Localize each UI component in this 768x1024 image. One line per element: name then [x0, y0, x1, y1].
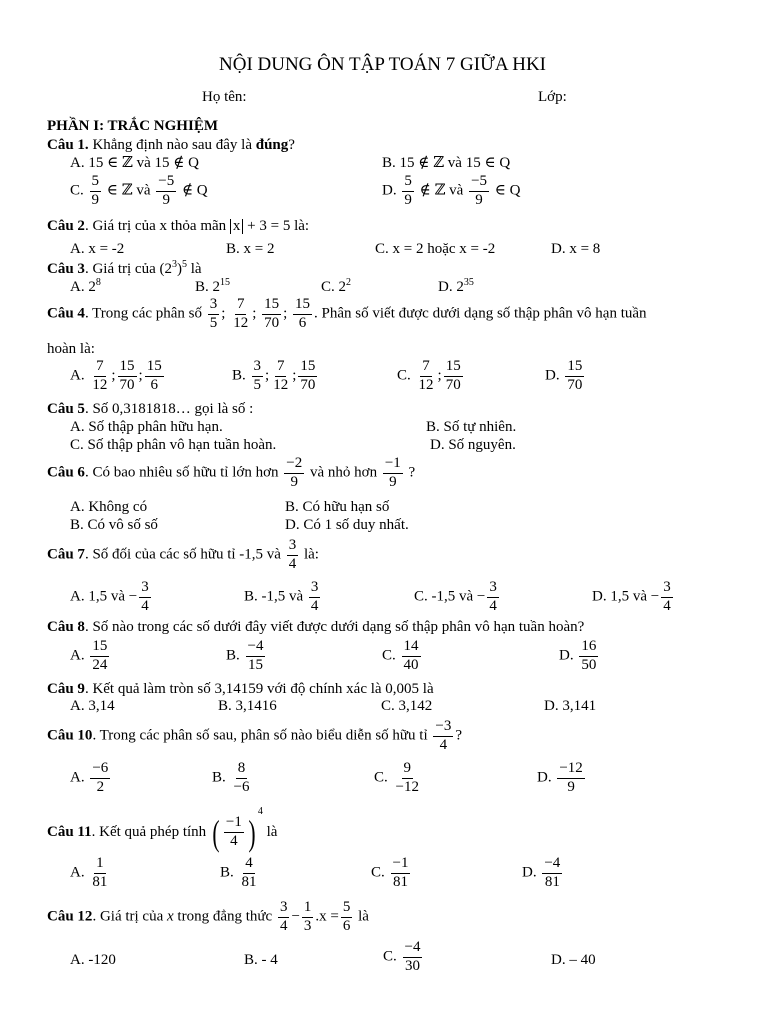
- fraction: [156, 174, 176, 209]
- option-text: C. 2: [321, 279, 347, 295]
- denominator: 9: [475, 191, 483, 208]
- numerator: 8: [236, 761, 248, 779]
- numerator: 5: [90, 174, 102, 192]
- q10-option-c: [374, 761, 423, 796]
- question-text: ): [177, 261, 182, 277]
- fraction: [565, 359, 584, 394]
- q6-option-d: D. Có 1 số duy nhất.: [285, 517, 409, 533]
- q2-option-a: A. x = -2: [70, 241, 125, 257]
- numerator: −6: [90, 761, 110, 779]
- q7-option-a: [70, 580, 153, 615]
- q4-option-a: A. $\frac{7}{12}$ ; $\frac{15}{70}$ ; $\frac{15}{6}$: [70, 358, 162, 393]
- fraction: [208, 297, 220, 332]
- q2-option-b: B. x = 2: [226, 241, 275, 257]
- numerator: 4: [243, 856, 255, 874]
- denominator: 9: [389, 473, 397, 490]
- question-text: ?: [288, 137, 295, 153]
- exponent: 35: [463, 277, 474, 288]
- q6-option-a: A. Không có: [70, 499, 148, 515]
- denominator: 81: [393, 873, 408, 890]
- denominator: 3: [303, 917, 312, 934]
- numerator: −4: [542, 856, 562, 874]
- question-10: [47, 719, 462, 754]
- option-text: ∈ Q: [491, 182, 521, 199]
- numerator: 3: [287, 538, 299, 556]
- numerator: −2: [284, 456, 304, 474]
- question-text: . Số nào trong các số dưới đây viết được dưới dạng số thập phân vô hạn tuần hoàn?: [84, 619, 585, 635]
- denominator: 9: [91, 191, 100, 208]
- q5-option-d: D. Số nguyên.: [430, 437, 516, 453]
- numerator: 5: [341, 900, 353, 918]
- fraction: [262, 297, 281, 332]
- question-12: [47, 900, 369, 935]
- option-label: C.: [397, 367, 411, 384]
- denominator: −6: [233, 778, 250, 795]
- denominator: 70: [300, 376, 316, 393]
- question-number: Câu 5: [47, 401, 85, 417]
- option-label: C.: [382, 647, 396, 664]
- option-label: B.: [220, 864, 234, 881]
- q3-option-c: [321, 278, 351, 295]
- q7-option-b: [244, 580, 322, 615]
- fraction: [302, 900, 314, 935]
- question-number: Câu 1.: [47, 137, 89, 153]
- numerator: 3: [661, 580, 673, 598]
- option-label: D.: [559, 647, 574, 664]
- q1-option-c: [70, 174, 208, 209]
- right-paren: ): [248, 812, 256, 853]
- option-label: A.: [70, 864, 85, 881]
- fraction: [246, 639, 266, 674]
- question-text: là:: [290, 218, 310, 234]
- q12-option-c: [383, 940, 424, 975]
- question-text: . Trong các phân số: [84, 305, 206, 322]
- q3-option-d: [438, 278, 474, 295]
- denominator: 4: [489, 597, 497, 614]
- question-text: . Giá trị của: [92, 908, 167, 925]
- question-text: . Số 0,3181818… gọi là số :: [84, 401, 254, 417]
- q8-option-a: [70, 639, 111, 674]
- option-text: ∉ ℤ và: [415, 182, 468, 199]
- question-text: là: [354, 908, 369, 925]
- q2-option-d: D. x = 8: [551, 241, 601, 257]
- option-label: D.: [522, 864, 537, 881]
- fraction: [90, 174, 102, 209]
- denominator: 5: [209, 314, 218, 331]
- numerator: 7: [275, 359, 287, 377]
- numerator: 3: [208, 297, 220, 315]
- fraction: [240, 856, 259, 891]
- q6-option-c: B. Có vô số số: [70, 517, 158, 533]
- denominator: 50: [581, 656, 597, 673]
- numerator: −4: [246, 639, 266, 657]
- option-text: ∈ ℤ và: [103, 182, 155, 199]
- denominator: 70: [567, 376, 583, 393]
- name-label: Họ tên:: [202, 89, 247, 105]
- denominator: 70: [264, 314, 280, 331]
- option-label: C.: [374, 769, 388, 786]
- fraction: [278, 900, 290, 935]
- numerator: 3: [278, 900, 290, 918]
- question-4: Câu 4. Trong các phân số $\frac{3}{5}$ ; $\frac{7}{12}$ ; $\frac{15}{70}$ ; $\frac{15}{6}$ . Phân số viết được dưới dạng số thập phân vô hạn tuần: [47, 296, 647, 331]
- numerator: 15: [90, 639, 109, 657]
- denominator: 12: [92, 376, 108, 393]
- denominator: 30: [405, 957, 420, 974]
- fraction: [145, 359, 164, 394]
- option-label: C.: [383, 948, 397, 965]
- q8-option-d: [559, 639, 600, 674]
- option-label: A.: [70, 647, 85, 664]
- fraction: [391, 856, 411, 891]
- numerator: 14: [402, 639, 421, 657]
- question-text: Khẳng định nào sau đây là: [88, 137, 256, 153]
- absolute-value: x: [230, 219, 244, 234]
- fraction: [90, 856, 109, 891]
- denominator: 6: [298, 314, 307, 331]
- denominator: 5: [253, 376, 262, 393]
- fraction: [232, 761, 252, 796]
- denominator: 4: [310, 597, 319, 614]
- exponent: 4: [257, 806, 263, 817]
- fraction: [433, 719, 453, 754]
- fraction: [118, 359, 137, 394]
- q12-option-b: B. - 4: [244, 952, 278, 968]
- q7-option-c: [414, 580, 501, 615]
- fraction: [557, 761, 584, 796]
- numerator: −1: [391, 856, 411, 874]
- fraction: [287, 538, 299, 573]
- class-label: Lớp:: [538, 89, 567, 105]
- question-text: . Kết quả phép tính: [91, 824, 210, 840]
- question-7: [47, 538, 319, 573]
- q8-option-b: [226, 639, 267, 674]
- option-text: D. 2: [438, 279, 464, 295]
- q11-option-b: [220, 856, 261, 891]
- question-number: Câu 2: [47, 218, 85, 234]
- fraction: [298, 359, 317, 394]
- fraction: [90, 639, 109, 674]
- q7-option-d: [592, 580, 675, 615]
- question-number: Câu 8: [47, 619, 85, 635]
- fraction: [90, 359, 109, 394]
- numerator: 9: [402, 761, 414, 779]
- question-text: trong đẳng thức: [173, 908, 276, 925]
- numerator: 16: [579, 639, 598, 657]
- q11-option-d: [522, 856, 564, 891]
- numerator: 1: [302, 900, 314, 918]
- question-text: . Phân số viết được dưới dạng số thập phân vô hạn tuần: [314, 305, 647, 322]
- option-text: B. -1,5 và: [244, 588, 307, 605]
- section-heading: PHẦN I: TRẮC NGHIỆM: [47, 118, 218, 134]
- q1-option-a: A. 15 ∈ ℤ và 15 ∉ Q: [70, 155, 199, 171]
- numerator: 7: [420, 359, 432, 377]
- denominator: 12: [273, 376, 289, 393]
- fraction: [271, 359, 290, 394]
- option-text: B. 2: [195, 279, 221, 295]
- numerator: 15: [565, 359, 584, 377]
- denominator: 81: [241, 873, 257, 890]
- q5-option-b: B. Số tự nhiên.: [426, 419, 517, 435]
- q1-option-b: B. 15 ∉ ℤ và 15 ∈ Q: [382, 155, 511, 171]
- fraction: [293, 297, 312, 332]
- question-number: Câu 11: [47, 824, 92, 840]
- option-text: ∉ Q: [178, 182, 208, 199]
- denominator: 15: [248, 656, 263, 673]
- q9-option-d: D. 3,141: [544, 698, 597, 714]
- denominator: 4: [279, 917, 288, 934]
- q8-option-c: [382, 639, 423, 674]
- question-emphasis: đúng: [255, 137, 289, 153]
- question-5: [47, 402, 253, 417]
- fraction: [661, 580, 673, 615]
- q9-option-b: B. 3,1416: [218, 698, 277, 714]
- question-text: .x =: [315, 908, 339, 925]
- question-1: [47, 138, 295, 153]
- denominator: 6: [342, 917, 351, 934]
- question-2: [47, 219, 309, 234]
- denominator: 9: [290, 473, 298, 490]
- numerator: 15: [262, 297, 281, 315]
- numerator: −1: [383, 456, 403, 474]
- question-text: . Giá trị của x thỏa mãn: [84, 218, 230, 234]
- option-text: A. 1,5 và −: [70, 588, 138, 605]
- page-title: NỘI DUNG ÔN TẬP TOÁN 7 GIỮA HKI: [219, 54, 547, 75]
- fraction: [417, 359, 436, 394]
- exponent: 8: [95, 277, 101, 288]
- denominator: 70: [445, 376, 461, 393]
- denominator: 40: [403, 656, 419, 673]
- q10-option-d: [537, 761, 587, 796]
- denominator: 4: [663, 597, 671, 614]
- question-11: [47, 807, 277, 851]
- question-number: Câu 6: [47, 464, 85, 481]
- q12-option-a: A. -120: [70, 952, 116, 968]
- numerator: −4: [403, 940, 423, 958]
- numerator: 7: [94, 359, 106, 377]
- exponent: 15: [220, 277, 231, 288]
- numerator: 5: [402, 174, 414, 192]
- option-label: C.: [70, 182, 84, 199]
- denominator: 6: [150, 376, 158, 393]
- denominator: 4: [288, 555, 297, 572]
- numerator: 15: [293, 297, 312, 315]
- denominator: −12: [395, 778, 419, 795]
- q9-option-c: C. 3,142: [381, 698, 433, 714]
- denominator: 24: [92, 656, 108, 673]
- denominator: 9: [404, 191, 412, 208]
- numerator: −12: [557, 761, 584, 779]
- denominator: 9: [162, 191, 170, 208]
- option-label: B.: [212, 769, 226, 786]
- numerator: 15: [145, 359, 164, 377]
- option-text: C. -1,5 và −: [414, 588, 486, 605]
- option-label: C.: [371, 864, 385, 881]
- numerator: 15: [444, 359, 463, 377]
- denominator: 4: [141, 597, 149, 614]
- fraction: [542, 856, 562, 891]
- variable: x: [167, 908, 174, 925]
- question-number: Câu 3: [47, 261, 85, 277]
- exponent: 2: [346, 277, 352, 288]
- denominator: 70: [119, 376, 135, 393]
- denominator: 81: [92, 873, 108, 890]
- denominator: 2: [96, 778, 105, 795]
- option-label: A.: [70, 367, 85, 384]
- q9-option-a: A. 3,14: [70, 698, 115, 714]
- numerator: 3: [309, 580, 321, 598]
- denominator: 4: [439, 736, 448, 753]
- option-label: D.: [537, 769, 552, 786]
- fraction: [309, 580, 321, 615]
- fraction: [341, 900, 353, 935]
- numerator: 3: [252, 359, 264, 377]
- question-number: Câu 12: [47, 908, 93, 925]
- q2-option-c: C. x = 2 hoặc x = -2: [375, 241, 496, 257]
- question-text: ?: [404, 464, 416, 481]
- q11-option-a: [70, 856, 111, 891]
- fraction: [224, 815, 244, 850]
- fraction: [487, 580, 499, 615]
- q5-option-a: A. Số thập phân hữu hạn.: [70, 419, 223, 435]
- option-label: A.: [70, 769, 85, 786]
- fraction: [402, 639, 421, 674]
- numerator: 3: [487, 580, 499, 598]
- numerator: 15: [298, 359, 317, 377]
- fraction: [90, 761, 110, 796]
- q10-option-b: [212, 761, 253, 796]
- q4-option-d: [545, 359, 586, 394]
- fraction: [231, 297, 250, 332]
- denominator: 12: [233, 314, 249, 331]
- question-6: [47, 456, 415, 491]
- question-text: . Có bao nhiêu số hữu tỉ lớn hơn: [84, 464, 283, 481]
- q4-option-b: B. $\frac{3}{5}$ ; $\frac{7}{12}$ ; $\frac{15}{70}$: [232, 358, 316, 393]
- question-number: Câu 10: [47, 727, 93, 744]
- fraction: [444, 359, 463, 394]
- exponent: 5: [182, 259, 187, 270]
- denominator: 12: [418, 376, 434, 393]
- q1-option-d: [382, 174, 520, 209]
- exponent: 3: [172, 259, 177, 270]
- q6-option-b: B. Có hữu hạn số: [285, 499, 390, 515]
- question-text: . Số đối của các số hữu tỉ -1,5 và: [84, 546, 285, 563]
- denominator: 4: [230, 833, 238, 850]
- fraction: [284, 456, 304, 491]
- option-label: D.: [382, 182, 397, 199]
- q3-option-a: [70, 278, 101, 295]
- q12-option-d: D. – 40: [551, 952, 596, 968]
- fraction: [139, 580, 151, 615]
- fraction: [579, 639, 598, 674]
- fraction: [469, 174, 489, 209]
- denominator: 9: [567, 778, 575, 795]
- option-label: B.: [226, 647, 240, 664]
- numerator: −3: [433, 719, 453, 737]
- question-text: . Trong các phân số sau, phân số nào biểu diễn số hữu tỉ: [92, 727, 432, 744]
- numerator: 7: [235, 297, 247, 315]
- numerator: 15: [118, 359, 137, 377]
- question-text: là: [262, 824, 278, 840]
- question-text: + 3 = 5: [243, 218, 291, 234]
- left-paren: (: [212, 812, 220, 853]
- q3-option-b: [195, 278, 230, 295]
- fraction: [383, 456, 403, 491]
- question-8: [47, 620, 584, 635]
- denominator: 81: [544, 873, 560, 890]
- question-number: Câu 4: [47, 305, 85, 322]
- fraction: [403, 940, 423, 975]
- question-text: là:: [300, 546, 319, 563]
- option-text: A. 2: [70, 279, 96, 295]
- option-label: D.: [545, 367, 560, 384]
- numerator: −5: [469, 174, 489, 192]
- question-text: và nhỏ hơn: [306, 464, 381, 481]
- question-text: . Giá trị của (2: [84, 261, 172, 277]
- numerator: 3: [139, 580, 151, 598]
- q5-option-c: C. Số thập phân vô hạn tuần hoàn.: [70, 437, 277, 453]
- question-9: [47, 682, 434, 697]
- operator: −: [291, 908, 300, 925]
- numerator: −5: [156, 174, 176, 192]
- question-4-continued: hoàn là:: [47, 341, 95, 357]
- question-text: . Kết quả làm tròn số 3,14159 với độ chính xác là 0,005 là: [84, 681, 434, 697]
- numerator: −1: [224, 815, 244, 833]
- question-number: Câu 9: [47, 681, 85, 697]
- fraction: [252, 359, 264, 394]
- q4-option-c: C. $\frac{7}{12}$ ; $\frac{15}{70}$: [397, 358, 461, 393]
- question-3: [47, 260, 202, 277]
- numerator: 1: [94, 856, 106, 874]
- question-text: ?: [455, 727, 463, 744]
- question-number: Câu 7: [47, 546, 85, 563]
- fraction: [402, 174, 414, 209]
- q11-option-c: [371, 856, 412, 891]
- q10-option-a: [70, 761, 112, 796]
- option-label: B.: [232, 367, 246, 384]
- question-text: là: [187, 261, 202, 277]
- fraction: [394, 761, 421, 796]
- option-text: D. 1,5 và −: [592, 588, 660, 605]
